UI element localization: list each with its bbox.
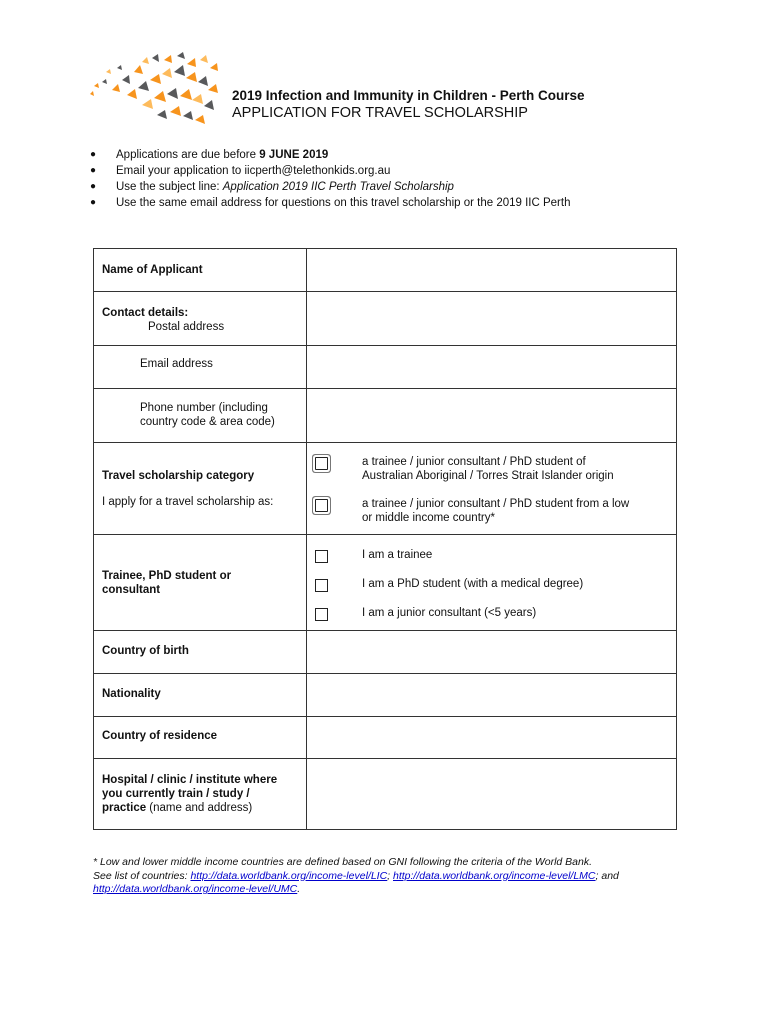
checkbox-icon[interactable] [315, 579, 328, 592]
bullet-icon: ● [90, 181, 97, 192]
bullet-text: Applications are due before [116, 149, 260, 161]
table-row [94, 346, 677, 389]
role-label: consultant [102, 584, 161, 596]
table-row [94, 249, 677, 292]
name-field[interactable] [307, 249, 677, 292]
checkbox-icon[interactable] [315, 457, 328, 470]
bullet-text: Use the subject line: [116, 181, 223, 193]
footnote-separator: ; and [595, 869, 619, 882]
hospital-label-detail: (name and address) [146, 802, 253, 814]
country-of-residence-label: Country of residence [102, 730, 218, 742]
option-text: Australian Aboriginal / Torres Strait Islander origin [362, 470, 614, 482]
lmc-link[interactable]: http://data.worldbank.org/income-level/LMC [393, 869, 596, 882]
table-row [94, 389, 677, 443]
name-label: Name of Applicant [102, 264, 203, 276]
table-row [94, 292, 677, 346]
list-item [90, 163, 750, 179]
footnote-end: . [297, 883, 301, 895]
footnote-definition: * Low and lower middle income countries are defined based on GNI following the criteria of the World Bank. [93, 856, 593, 868]
email-label-cell [94, 346, 307, 389]
role-option-consultant[interactable] [307, 606, 676, 621]
postal-address-label: Postal address [148, 321, 225, 333]
phone-number-field[interactable] [307, 389, 677, 443]
table-row [94, 443, 677, 535]
phone-label: Phone number (including [140, 402, 268, 414]
due-date: 9 JUNE 2019 [259, 149, 329, 161]
list-item [90, 179, 750, 195]
option-text: a trainee / junior consultant / PhD student from a low [362, 498, 630, 510]
category-option-indigenous[interactable] [307, 455, 676, 483]
role-option-phd[interactable] [307, 577, 676, 592]
postal-address-field[interactable] [307, 292, 677, 346]
apply-as-label: I apply for a travel scholarship as: [102, 496, 274, 508]
email-address-label: Email address [140, 358, 213, 370]
option-text: a trainee / junior consultant / PhD student of [362, 456, 586, 468]
table-row [94, 631, 677, 674]
category-option-lmic[interactable] [307, 497, 676, 525]
phone-label-detail: country code & area code) [140, 416, 275, 428]
category-label-cell [94, 443, 307, 535]
option-text: or middle income country* [362, 512, 495, 524]
bullet-icon: ● [90, 149, 97, 160]
footnote-text: See list of countries: [93, 869, 191, 882]
table-row [94, 759, 677, 830]
postal-label-cell [94, 292, 307, 346]
bullet-icon: ● [90, 197, 97, 208]
hospital-label: practice [102, 802, 147, 814]
birth-label-cell [94, 631, 307, 674]
role-label: Trainee, PhD student or [102, 570, 232, 582]
footnote [93, 856, 693, 897]
role-label-cell [94, 535, 307, 631]
role-option-trainee[interactable] [307, 548, 676, 563]
application-form-table [93, 248, 677, 830]
nationality-field[interactable] [307, 674, 677, 717]
table-row [94, 535, 677, 631]
country-of-birth-label: Country of birth [102, 645, 189, 657]
option-text: I am a junior consultant (<5 years) [362, 607, 537, 619]
butterfly-swarm-logo-icon [82, 50, 227, 135]
checkbox-icon[interactable] [315, 608, 328, 621]
checkbox-icon[interactable] [315, 499, 328, 512]
lic-link[interactable]: http://data.worldbank.org/income-level/LIC [190, 869, 388, 882]
name-label-cell [94, 249, 307, 292]
subject-line: Application 2019 IIC Perth Travel Scholarship [222, 181, 454, 193]
hospital-label: Hospital / clinic / institute where [102, 774, 278, 786]
bullet-text: Use the same email address for questions on this travel scholarship or the 2019 IIC Perth [116, 197, 571, 209]
residence-label-cell [94, 717, 307, 759]
category-label: Travel scholarship category [102, 470, 255, 482]
table-row [94, 674, 677, 717]
hospital-field[interactable] [307, 759, 677, 830]
contact-details-label: Contact details: [102, 307, 189, 319]
hospital-label-cell [94, 759, 307, 830]
nationality-label-cell [94, 674, 307, 717]
instructions-list [90, 147, 750, 211]
option-text: I am a trainee [362, 549, 433, 561]
option-text: I am a PhD student (with a medical degree) [362, 578, 584, 590]
bullet-icon: ● [90, 165, 97, 176]
country-of-residence-field[interactable] [307, 717, 677, 759]
bullet-text: Email your application to iicperth@telethonkids.org.au [116, 165, 391, 177]
phone-label-cell [94, 389, 307, 443]
table-row [94, 717, 677, 759]
hospital-label: you currently train / study / [102, 788, 250, 800]
umc-link[interactable]: http://data.worldbank.org/income-level/UMC [93, 883, 298, 895]
email-address-field[interactable] [307, 346, 677, 389]
list-item [90, 195, 750, 211]
country-of-birth-field[interactable] [307, 631, 677, 674]
category-options-cell [307, 443, 677, 535]
list-item [90, 147, 750, 163]
footnote-separator: ; [387, 869, 393, 882]
nationality-label: Nationality [102, 688, 161, 700]
course-title: 2019 Infection and Immunity in Children - Perth Course [232, 88, 585, 103]
role-options-cell [307, 535, 677, 631]
checkbox-icon[interactable] [315, 550, 328, 563]
form-title: APPLICATION FOR TRAVEL SCHOLARSHIP [232, 105, 528, 121]
header-title-block [232, 87, 585, 122]
